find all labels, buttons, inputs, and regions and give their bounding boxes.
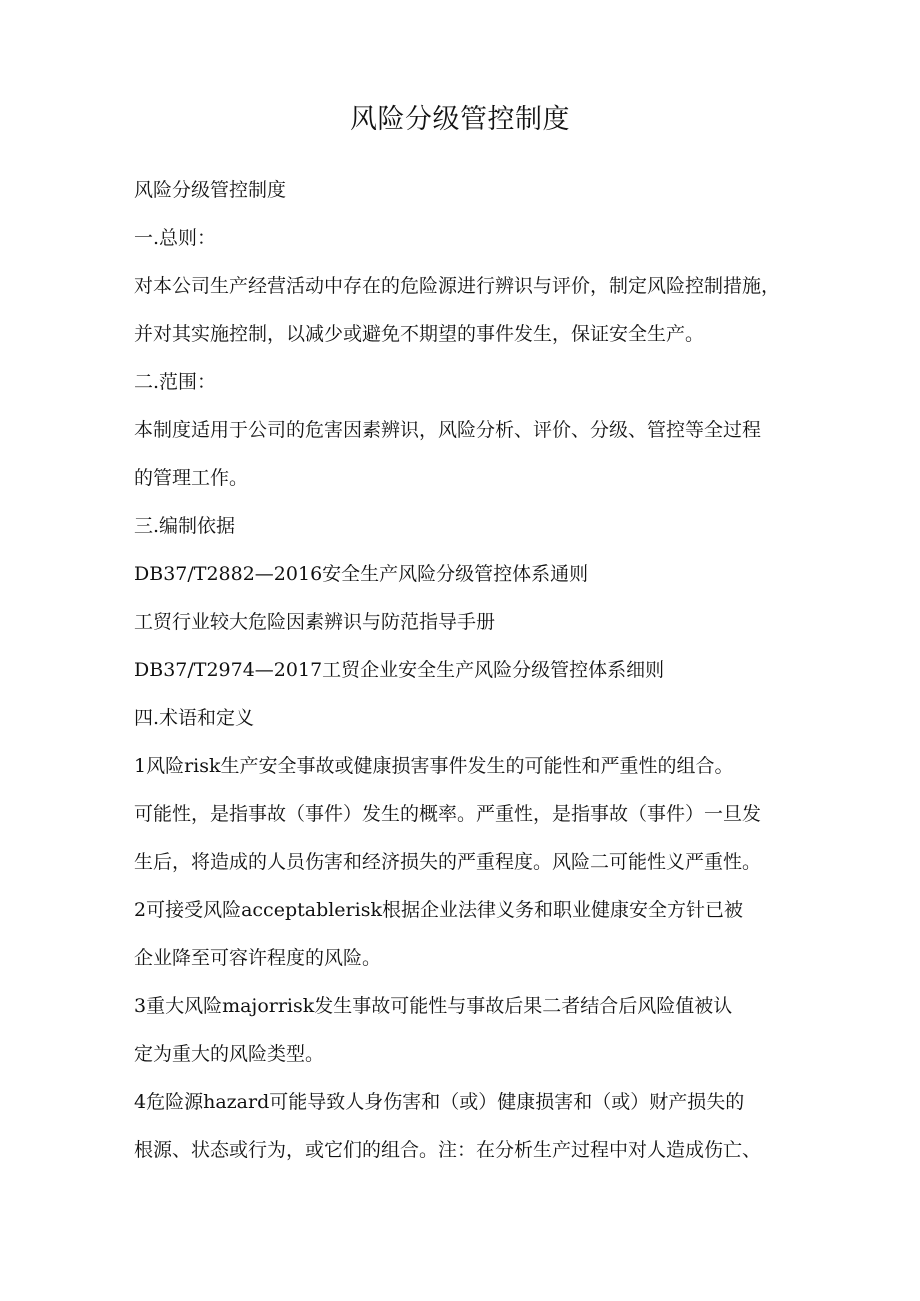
text-line: 4危险源hazard可能导致人身伤害和（或）健康损害和（或）财产损失的 (134, 1091, 745, 1113)
text-line: 3重大风险majorrisk发生事故可能性与事故后果二者结合后风险值被认 (134, 995, 733, 1017)
section-heading-general: 一.总则： (134, 227, 217, 249)
section-heading-scope: 二.范围： (134, 371, 217, 393)
text-line: 生后，将造成的人员伤害和经济损失的严重程度。风险二可能性义严重性。 (134, 851, 762, 873)
section-heading-terms: 四.术语和定义 (134, 707, 255, 729)
text-line: DB37/T2882—2016安全生产风险分级管控体系通则 (134, 563, 589, 585)
text-line: 并对其实施控制，以减少或避免不期望的事件发生，保证安全生产。 (134, 323, 705, 345)
text-line: 本制度适用于公司的危害因素辨识，风险分析、评价、分级、管控等全过程 (134, 419, 762, 441)
document-title: 风险分级管控制度 (350, 104, 570, 135)
document-body (134, 166, 794, 1174)
text-line: 的管理工作。 (134, 467, 249, 489)
section-heading-basis: 三.编制依据 (134, 515, 236, 537)
text-line: 定为重大的风险类型。 (134, 1043, 325, 1065)
text-line: 2可接受风险acceptablerisk根据企业法律义务和职业健康安全方针已被 (134, 899, 743, 921)
text-line: 根源、状态或行为，或它们的组合。注：在分析生产过程中对人造成伤亡、 (134, 1139, 762, 1161)
text-line: 1风险risk生产安全事故或健康损害事件发生的可能性和严重性的组合。 (134, 755, 734, 777)
text-line: 可能性，是指事故（事件）发生的概率。严重性，是指事故（事件）一旦发 (134, 803, 762, 825)
text-line: 工贸行业较大危险因素辨识与防范指导手册 (134, 611, 496, 633)
text-line: 企业降至可容许程度的风险。 (134, 947, 382, 969)
text-line: DB37/T2974—2017工贸企业安全生产风险分级管控体系细则 (134, 659, 665, 681)
text-line: 风险分级管控制度 (134, 179, 287, 201)
text-line: 对本公司生产经营活动中存在的危险源进行辨识与评价，制定风险控制措施， (134, 275, 781, 297)
